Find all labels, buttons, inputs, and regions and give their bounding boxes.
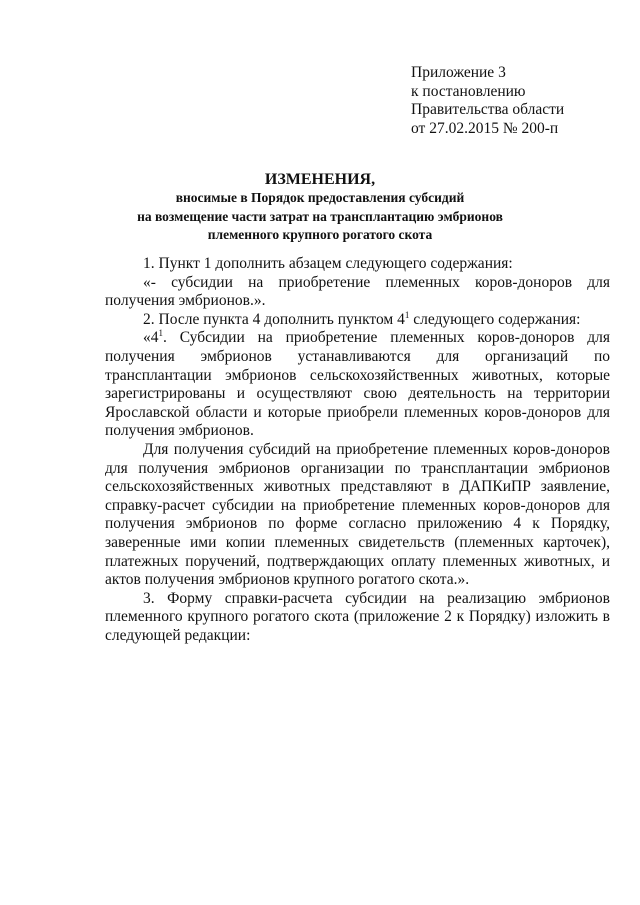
appendix-line: от 27.02.2015 № 200-п — [411, 119, 559, 137]
appendix-block — [411, 64, 564, 138]
document-body — [105, 255, 610, 645]
superscript: 1 — [404, 309, 410, 320]
paragraph-item-2 — [105, 311, 610, 330]
paragraph-documents: Для получения субсидий на приобретение племенных коров-доноров для получения эмбрионов организации по трансплантации эмбрионов сельскохозяйственных животных представляют в ДАПКиПР заявление, справку-расчет субсидии на приобретение племенных коров-доноров для получения эмбрионов по форме согласно приложению 4 к Порядку, заверенные ими копии племенных свидетельств (племенных карточек), платежных поручений, подтверждающих оплату племенных животных, и актов получения эмбрионов крупного рогатого скота.». — [105, 440, 610, 589]
paragraph-text: 2. После пункта 4 дополнить пунктом 4 — [143, 310, 405, 328]
paragraph-item-1: 1. Пункт 1 дополнить абзацем следующего содержания: — [143, 255, 513, 272]
paragraph-text: следующего содержания: — [409, 310, 581, 328]
paragraph-point-4-1 — [105, 329, 610, 441]
document-title: ИЗМЕНЕНИЯ, — [264, 171, 376, 188]
appendix-line: к постановлению — [411, 82, 526, 100]
paragraph-quote-subsidy: «- субсидии на приобретение племенных коров-доноров для получения эмбрионов.». — [105, 273, 610, 310]
paragraph-text: . Субсидии на приобретение племенных коров-доноров для получения эмбрионов устанавливаются для организаций по трансплантации эмбрионов сельскохозяйственных животных, которые зарегистрированы и осуществляют свою деятельность на территории Ярославской области и которые приобрели племенных коров-доноров для получения эмбрионов. — [105, 329, 610, 440]
document-subtitle-line: племенного крупного рогатого скота — [207, 227, 433, 242]
superscript: 1 — [158, 328, 163, 339]
document-heading — [100, 170, 540, 245]
appendix-line: Правительства области — [411, 101, 565, 118]
document-subtitle-line: вносимые в Порядок предоставления субсидий — [175, 190, 465, 205]
paragraph-text: «4 — [143, 329, 159, 347]
document-subtitle-line: на возмещение части затрат на трансплантацию эмбрионов — [137, 208, 503, 224]
appendix-line: Приложение 3 — [411, 64, 506, 81]
paragraph-item-3: 3. Форму справки-расчета субсидии на реализацию эмбрионов племенного крупного рогатого скота (приложение 2 к Порядку) изложить в следующей редакции: — [105, 589, 610, 644]
